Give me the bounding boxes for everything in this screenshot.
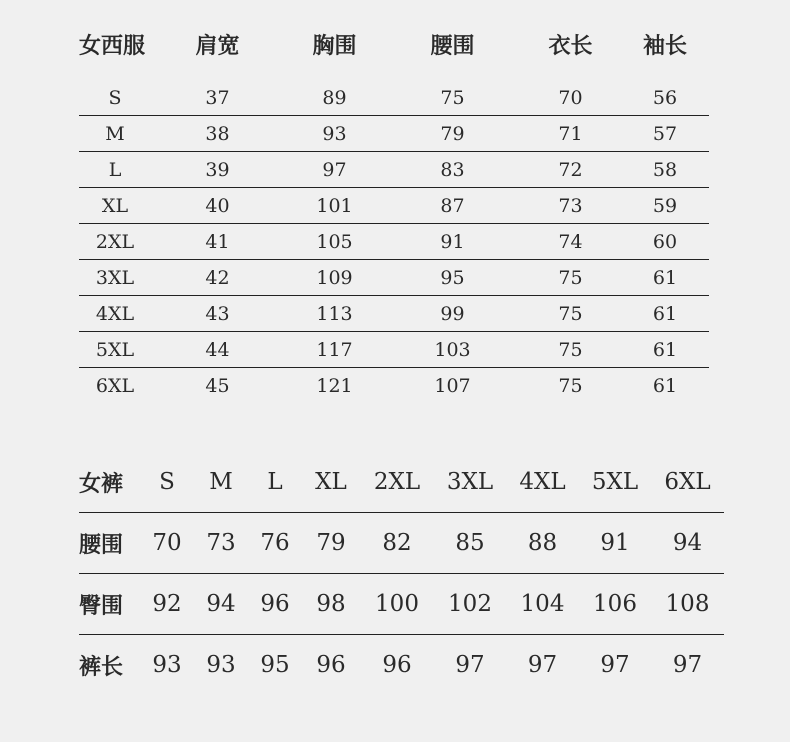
table-row xyxy=(79,332,709,368)
jacket-size-table xyxy=(79,24,709,403)
pants-size-header: 3XL xyxy=(446,469,494,495)
table-cell: 101 xyxy=(284,188,385,224)
jacket-header-garment: 女西服 xyxy=(79,32,146,59)
table-cell: 59 xyxy=(621,188,709,224)
table-cell: 97 xyxy=(506,635,579,696)
pants-header-garment: 女裤 xyxy=(79,470,124,497)
table-cell: M xyxy=(79,116,151,152)
table-cell: 100 xyxy=(360,574,434,635)
table-cell: 93 xyxy=(140,635,194,696)
table-cell: 75 xyxy=(520,260,621,296)
table-cell: 99 xyxy=(385,296,520,332)
table-cell: 98 xyxy=(302,574,360,635)
table-cell: 4XL xyxy=(79,296,151,332)
table-cell: 42 xyxy=(151,260,284,296)
table-cell: 102 xyxy=(434,574,506,635)
table-cell: 92 xyxy=(140,574,194,635)
jacket-header-sleeve: 袖长 xyxy=(642,32,687,59)
table-cell: 40 xyxy=(151,188,284,224)
table-cell: 2XL xyxy=(79,224,151,260)
pants-row-label-length: 裤长 xyxy=(79,635,140,696)
table-cell: 93 xyxy=(194,635,248,696)
table-cell: 75 xyxy=(558,374,583,397)
table-cell: 75 xyxy=(520,296,621,332)
table-cell: 89 xyxy=(284,80,385,116)
pants-size-header: 4XL xyxy=(519,469,566,495)
table-cell: L xyxy=(79,152,151,188)
table-cell: 44 xyxy=(151,332,284,368)
table-cell: 108 xyxy=(651,574,724,635)
table-cell: 107 xyxy=(434,374,471,397)
table-cell: 103 xyxy=(385,332,520,368)
table-row xyxy=(79,368,709,404)
table-cell: 45 xyxy=(205,374,230,397)
table-cell: 58 xyxy=(621,152,709,188)
jacket-header-length: 衣长 xyxy=(548,32,593,59)
table-cell: 83 xyxy=(385,152,520,188)
jacket-header-chest: 胸围 xyxy=(312,32,357,59)
pants-size-header: 5XL xyxy=(591,469,639,495)
jacket-header-row xyxy=(79,24,709,64)
pants-size-header: S xyxy=(159,469,175,495)
table-row xyxy=(79,224,709,260)
table-cell: 79 xyxy=(302,513,360,574)
pants-size-table xyxy=(79,452,724,695)
table-cell: 104 xyxy=(506,574,579,635)
pants-size-header: M xyxy=(209,469,233,495)
table-cell: 121 xyxy=(316,374,353,397)
table-cell: 97 xyxy=(651,635,724,696)
pants-size-header: XL xyxy=(315,469,347,495)
table-cell: 117 xyxy=(284,332,385,368)
pants-row-label-hip: 臀围 xyxy=(79,574,140,635)
pants-size-header: 6XL xyxy=(664,469,711,495)
table-cell: 57 xyxy=(621,116,709,152)
table-cell: 109 xyxy=(284,260,385,296)
table-cell: 96 xyxy=(302,635,360,696)
table-cell: 88 xyxy=(506,513,579,574)
jacket-header-waist: 腰围 xyxy=(430,32,475,59)
table-cell: 61 xyxy=(621,296,709,332)
table-cell: 60 xyxy=(621,224,709,260)
table-cell: 74 xyxy=(520,224,621,260)
table-row xyxy=(79,188,709,224)
table-cell: 73 xyxy=(520,188,621,224)
table-cell: 56 xyxy=(621,80,709,116)
table-cell: 96 xyxy=(248,574,302,635)
table-cell: 96 xyxy=(360,635,434,696)
table-cell: 82 xyxy=(360,513,434,574)
table-cell: 37 xyxy=(151,80,284,116)
table-row xyxy=(79,260,709,296)
table-cell: 95 xyxy=(385,260,520,296)
table-cell: 61 xyxy=(621,260,709,296)
table-cell: S xyxy=(79,80,151,116)
table-row xyxy=(79,574,724,635)
table-cell: XL xyxy=(79,188,151,224)
table-cell: 93 xyxy=(284,116,385,152)
table-cell: 94 xyxy=(194,574,248,635)
table-cell: 95 xyxy=(248,635,302,696)
table-cell: 75 xyxy=(385,80,520,116)
table-cell: 70 xyxy=(520,80,621,116)
table-cell: 97 xyxy=(284,152,385,188)
table-cell: 41 xyxy=(151,224,284,260)
table-cell: 70 xyxy=(140,513,194,574)
table-row xyxy=(79,296,709,332)
table-row xyxy=(79,635,724,696)
pants-size-header: 2XL xyxy=(373,469,421,495)
table-cell: 5XL xyxy=(79,332,151,368)
table-row xyxy=(79,116,709,152)
table-row xyxy=(79,513,724,574)
jacket-header-shoulder: 肩宽 xyxy=(195,32,240,59)
table-cell: 79 xyxy=(385,116,520,152)
table-cell: 3XL xyxy=(79,260,151,296)
table-cell: 106 xyxy=(579,574,651,635)
table-row xyxy=(79,152,709,188)
table-row xyxy=(79,80,709,116)
table-cell: 38 xyxy=(151,116,284,152)
table-cell: 91 xyxy=(385,224,520,260)
table-cell: 94 xyxy=(651,513,724,574)
table-cell: 39 xyxy=(151,152,284,188)
table-cell: 113 xyxy=(284,296,385,332)
table-cell: 61 xyxy=(621,332,709,368)
table-cell: 97 xyxy=(579,635,651,696)
table-cell: 72 xyxy=(520,152,621,188)
table-cell: 73 xyxy=(194,513,248,574)
jacket-table-body xyxy=(79,80,709,403)
table-cell: 85 xyxy=(434,513,506,574)
pants-header-row xyxy=(79,452,724,513)
table-cell: 87 xyxy=(385,188,520,224)
table-cell: 71 xyxy=(520,116,621,152)
table-cell: 97 xyxy=(434,635,506,696)
table-cell: 91 xyxy=(579,513,651,574)
table-cell: 75 xyxy=(520,332,621,368)
table-cell: 6XL xyxy=(95,374,135,397)
pants-size-header: L xyxy=(267,469,283,495)
table-cell: 43 xyxy=(151,296,284,332)
table-cell: 61 xyxy=(652,374,678,397)
table-cell: 105 xyxy=(284,224,385,260)
pants-row-label-waist: 腰围 xyxy=(79,513,140,574)
table-cell: 76 xyxy=(248,513,302,574)
